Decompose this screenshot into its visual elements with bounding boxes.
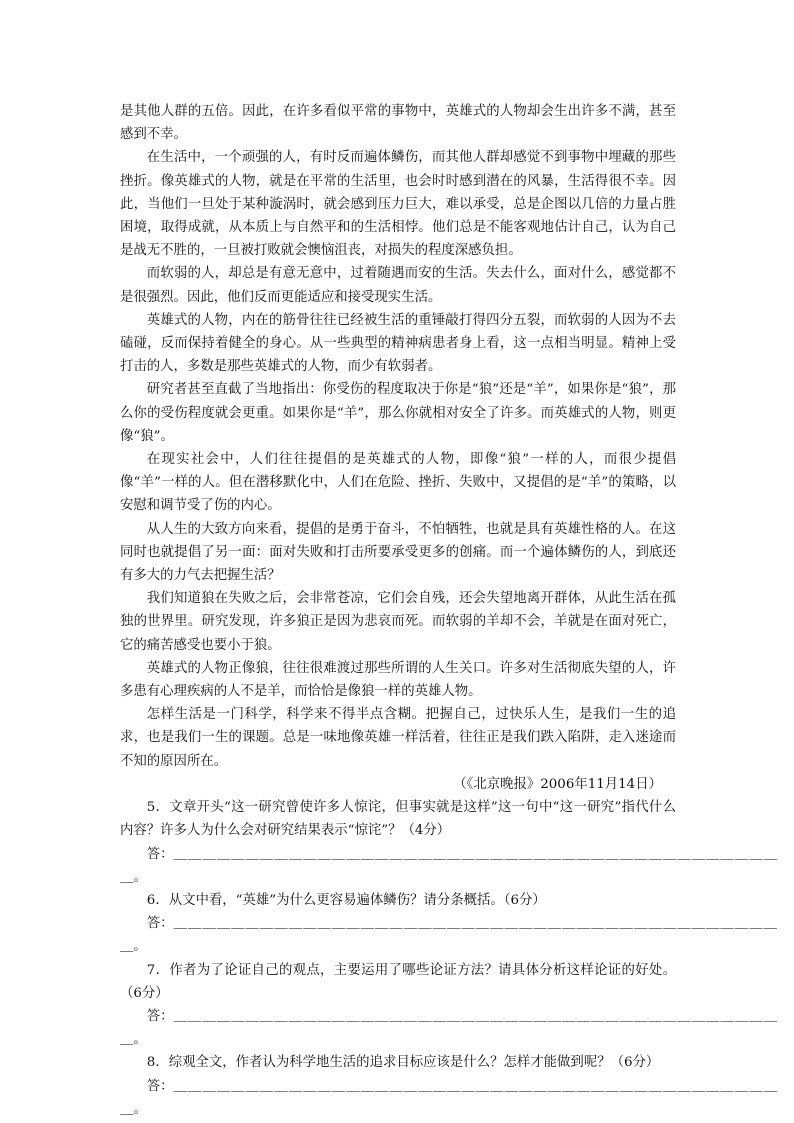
answer-label: 答： bbox=[146, 846, 174, 862]
question-8 bbox=[120, 1051, 778, 1121]
answer-line[interactable] bbox=[120, 1075, 778, 1098]
paragraph-4: 英雄式的人物，内在的筋骨往往已经被生活的重锤敲打得四分五裂，而软弱的人因为不去磕碰，反而保持着健全的身心。从一些典型的精神病患者身上看，这一点相当明显。精神上受打击的人，多数是那些英雄式的人物，而少有软弱者。 bbox=[120, 312, 676, 375]
question-text: 8．综观全文，作者认为科学地生活的追求目标应该是什么？怎样才能做到呢？（6分） bbox=[146, 1055, 660, 1071]
answer-line[interactable] bbox=[120, 912, 778, 935]
answer-line-end: ＿。 bbox=[120, 1101, 147, 1117]
question-6 bbox=[120, 889, 778, 959]
answer-line-end: ＿。 bbox=[120, 1032, 147, 1048]
article-body bbox=[120, 100, 778, 1121]
paragraph-1: 是其他人群的五倍。因此，在许多看似平常的事物中，英雄式的人物却会生出许多不满，甚至感到不幸。 bbox=[120, 104, 676, 143]
answer-line-end: ＿。 bbox=[120, 869, 147, 885]
question-7 bbox=[120, 959, 778, 1052]
answer-blank[interactable]: ＿＿＿＿＿＿＿＿＿＿＿＿＿＿＿＿＿＿＿＿＿＿＿＿＿＿＿＿＿＿＿＿＿＿＿＿＿＿＿＿＿＿ bbox=[173, 846, 778, 862]
paragraph-2: 在生活中，一个顽强的人，有时反而遍体鳞伤，而其他人群却感觉不到事物中埋藏的那些挫折。像英雄式的人物，就是在平常的生活里，也会时时感到潜在的风暴，生活得很不幸。因此，当他们一旦处于某种漩涡时，就会感到压力巨大，难以承受，总是企图以几倍的力量占胜困境，取得成就，从本质上与自然平和的生活相悖。他们总是不能客观地估计自己，认为自己是战无不胜的，一旦被打败就会懊恼沮丧，对损失的程度深感负担。 bbox=[120, 150, 676, 259]
question-text: 6．从文中看，“英雄”为什么更容易遍体鳞伤？请分条概括。（6分） bbox=[146, 892, 546, 908]
article-source: （《北京晚报》2006年11月14日） bbox=[453, 776, 662, 792]
answer-blank[interactable]: ＿＿＿＿＿＿＿＿＿＿＿＿＿＿＿＿＿＿＿＿＿＿＿＿＿＿＿＿＿＿＿＿＿＿＿＿＿＿＿＿＿＿ bbox=[173, 1008, 778, 1024]
question-text: 7．作者为了论证自己的观点，主要运用了哪些论证方法？请具体分析这样论证的好处。（6分） bbox=[120, 962, 676, 1001]
paragraph-3: 而软弱的人，却总是有意无意中，过着随遇而安的生活。失去什么，面对什么，感觉都不是很强烈。因此，他们反而更能适应和接受现实生活。 bbox=[120, 266, 676, 305]
paragraph-8: 我们知道狼在失败之后，会非常苍凉，它们会自残，还会失望地离开群体，从此生活在孤独的世界里。研究发现，许多狼正是因为悲哀而死。而软弱的羊却不会，羊就是在面对死亡，它的痛苦感受也要小于狼。 bbox=[120, 591, 676, 653]
answer-line[interactable] bbox=[120, 1005, 778, 1028]
answer-blank[interactable]: ＿＿＿＿＿＿＿＿＿＿＿＿＿＿＿＿＿＿＿＿＿＿＿＿＿＿＿＿＿＿＿＿＿＿＿＿＿＿＿＿＿＿ bbox=[173, 916, 778, 932]
paragraph-7: 从人生的大致方向来看，提倡的是勇于奋斗，不怕牺牲，也就是具有英雄性格的人。在这同时也就提倡了另一面：面对失败和打击所要承受更多的创痛。而一个遍体鳞伤的人，到底还有多大的力气去把握生活？ bbox=[120, 521, 676, 584]
paragraph-5: 研究者甚至直截了当地指出：你受伤的程度取决于你是“狼”还是“羊”，如果你是“狼”，那么你的受伤程度就会更重。如果你是“羊”，那么你就相对安全了许多。而英雄式的人物，则更像“狼”。 bbox=[120, 382, 676, 444]
paragraph-10: 怎样生活是一门科学，科学来不得半点含糊。把握自己，过快乐人生，是我们一生的追求，也是我们一生的课题。总是一味地像英雄一样活着，往往正是我们跌入陷阱，走入迷途而不知的原因所在。 bbox=[120, 707, 676, 769]
answer-label: 答： bbox=[146, 1008, 174, 1024]
answer-line[interactable] bbox=[120, 843, 778, 866]
paragraph-6: 在现实社会中，人们往往提倡的是英雄式的人物，即像“狼”一样的人，而很少提倡像“羊”一样的人。但在潜移默化中，人们在危险、挫折、失败中，又提倡的是“羊”的策略，以安慰和调节受了伤的内心。 bbox=[120, 452, 676, 514]
answer-line-end: ＿。 bbox=[120, 939, 147, 955]
answer-blank[interactable]: ＿＿＿＿＿＿＿＿＿＿＿＿＿＿＿＿＿＿＿＿＿＿＿＿＿＿＿＿＿＿＿＿＿＿＿＿＿＿＿＿＿＿ bbox=[173, 1078, 778, 1094]
question-text: 5．文章开头“这一研究曾使许多人惊诧，但事实就是这样”这一句中“这一研究”指代什么内容？许多人为什么会对研究结果表示“惊诧”？（4分） bbox=[120, 800, 676, 839]
answer-label: 答： bbox=[146, 1078, 174, 1094]
paragraph-9: 英雄式的人物正像狼，往往很难渡过那些所谓的人生关口。许多对生活彻底失望的人，许多患有心理疾病的人不是羊，而恰恰是像狼一样的英雄人物。 bbox=[120, 660, 676, 700]
question-5 bbox=[120, 796, 778, 889]
answer-label: 答： bbox=[146, 916, 174, 932]
